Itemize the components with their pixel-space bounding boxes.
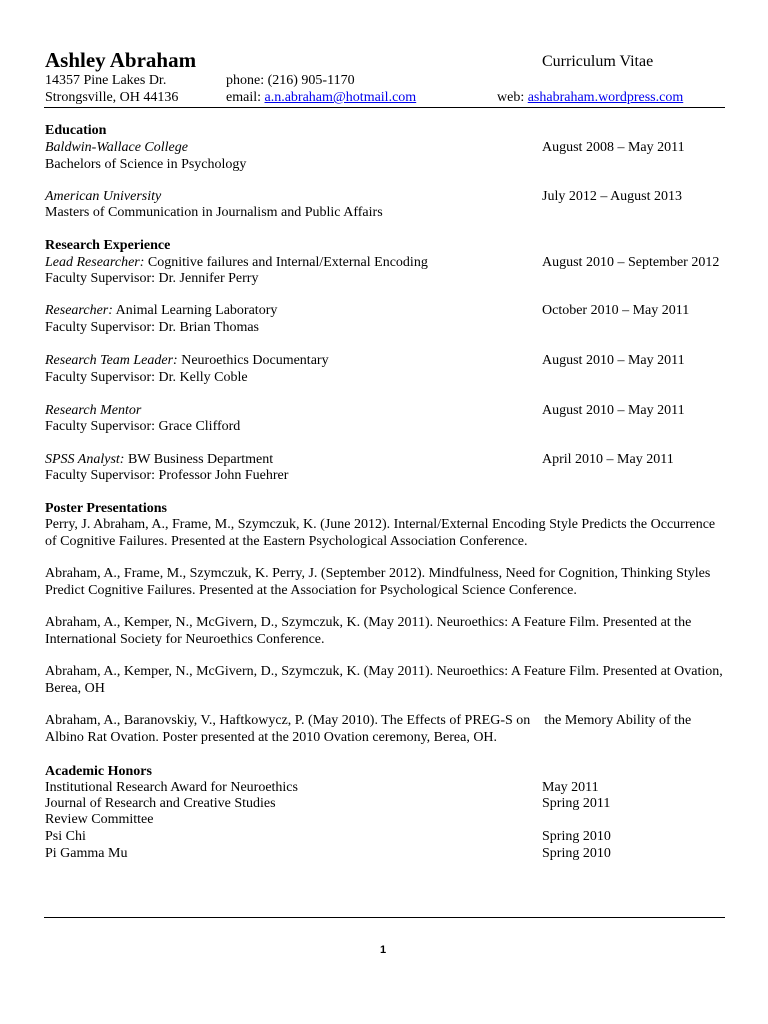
research-title: BW Business Department <box>124 452 274 467</box>
research-supervisor: Faculty Supervisor: Grace Clifford <box>45 419 241 434</box>
research-supervisor: Faculty Supervisor: Dr. Jennifer Perry <box>45 271 259 286</box>
honors-heading: Academic Honors <box>45 764 152 779</box>
honor-name: Review Committee <box>45 812 154 827</box>
honor-name: Journal of Research and Creative Studies <box>45 796 276 811</box>
phone-number: phone: (216) 905-1170 <box>226 73 355 88</box>
research-position <box>45 303 277 319</box>
education-heading: Education <box>45 123 107 138</box>
email-link[interactable]: a.n.abraham@hotmail.com <box>264 90 417 105</box>
research-supervisor: Faculty Supervisor: Dr. Kelly Coble <box>45 370 248 385</box>
research-dates: August 2010 – May 2011 <box>542 403 685 418</box>
email-line <box>226 90 416 106</box>
posters-heading: Poster Presentations <box>45 501 167 516</box>
research-position <box>45 255 428 271</box>
education-dates: August 2008 – May 2011 <box>542 140 685 155</box>
research-dates: April 2010 – May 2011 <box>542 452 674 467</box>
honor-date: May 2011 <box>542 780 599 795</box>
poster-citation: Abraham, A., Frame, M., Szymczuk, K. Perry, J. (September 2012). Mindfulness, Need for Cognition, Thinking Styles Predict Cognitive Failures. Presented at the Association for Psychological Science Conference. <box>45 566 711 598</box>
honor-date: Spring 2011 <box>542 796 611 811</box>
honor-date: Spring 2010 <box>542 829 611 844</box>
header-divider <box>44 107 725 108</box>
cv-name: Ashley Abraham <box>45 48 197 72</box>
research-position <box>45 452 273 468</box>
research-title: Animal Learning Laboratory <box>112 303 278 318</box>
web-line <box>497 90 683 106</box>
research-role: SPSS Analyst: <box>45 452 125 467</box>
poster-citation: Abraham, A., Baranovskiy, V., Haftkowycz, P. (May 2010). The Effects of PREG-S on the Memory Ability of the Albino Rat Ovation. Poster presented at the 2010 Ovation ceremony, Berea, OH. <box>45 713 694 745</box>
email-label: email: <box>226 90 265 105</box>
poster-citation: Abraham, A., Kemper, N., McGivern, D., Szymczuk, K. (May 2011). Neuroethics: A Feature Film. Presented at Ovation, Berea, OH <box>45 664 723 696</box>
education-school: Baldwin-Wallace College <box>45 140 188 155</box>
website-link[interactable]: ashabraham.wordpress.com <box>527 90 684 105</box>
poster-citation: Perry, J. Abraham, A., Frame, M., Szymczuk, K. (June 2012). Internal/External Encoding Style Predicts the Occurrence of Cognitive Failures. Presented at the Eastern Psychological Association Conference. <box>45 517 716 549</box>
education-degree: Masters of Communication in Journalism and Public Affairs <box>45 205 383 220</box>
research-dates: August 2010 – September 2012 <box>542 255 720 270</box>
page-number: 1 <box>380 944 387 956</box>
education-school: American University <box>45 189 162 204</box>
research-title: Cognitive failures and Internal/External Encoding <box>144 255 428 270</box>
research-dates: August 2010 – May 2011 <box>542 353 685 368</box>
research-heading: Research Experience <box>45 238 171 253</box>
web-label: web: <box>497 90 528 105</box>
research-role: Researcher: <box>45 303 113 318</box>
address-line-1: 14357 Pine Lakes Dr. <box>45 73 167 88</box>
education-degree: Bachelors of Science in Psychology <box>45 157 247 172</box>
poster-citation: Abraham, A., Kemper, N., McGivern, D., Szymczuk, K. (May 2011). Neuroethics: A Feature Film. Presented at the International Society for Neuroethics Conference. <box>45 615 692 647</box>
research-role: Research Team Leader: <box>45 353 178 368</box>
research-role: Lead Researcher: <box>45 255 145 270</box>
research-position <box>45 403 141 419</box>
research-dates: October 2010 – May 2011 <box>542 303 690 318</box>
honor-name: Pi Gamma Mu <box>45 846 128 861</box>
address-line-2: Strongsville, OH 44136 <box>45 90 179 105</box>
research-role: Research Mentor <box>45 403 142 418</box>
research-supervisor: Faculty Supervisor: Professor John Fuehrer <box>45 468 289 483</box>
research-supervisor: Faculty Supervisor: Dr. Brian Thomas <box>45 320 259 335</box>
research-position <box>45 353 329 369</box>
footer-divider <box>44 917 725 918</box>
research-title: Neuroethics Documentary <box>177 353 329 368</box>
honor-date: Spring 2010 <box>542 846 611 861</box>
document-title: Curriculum Vitae <box>542 53 654 70</box>
education-dates: July 2012 – August 2013 <box>542 189 683 204</box>
honor-name: Institutional Research Award for Neuroethics <box>45 780 298 795</box>
honor-name: Psi Chi <box>45 829 86 844</box>
